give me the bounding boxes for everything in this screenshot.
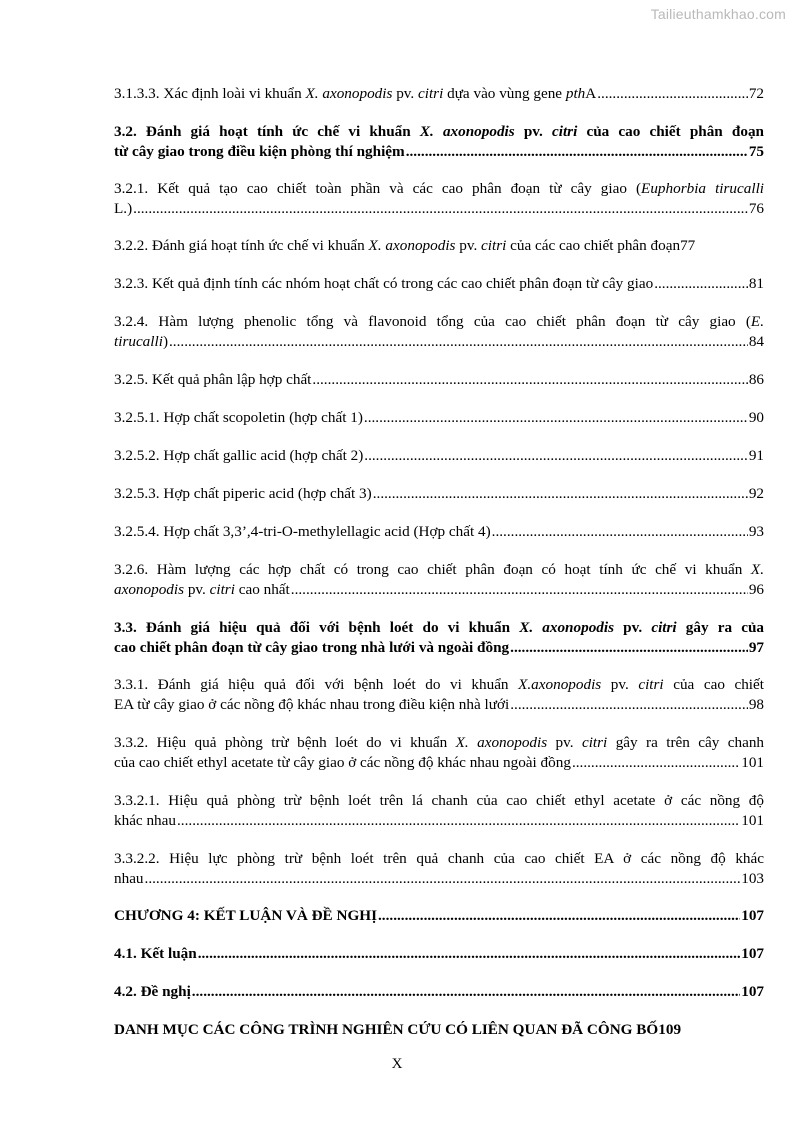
toc-page-number: 107 xyxy=(741,945,764,962)
toc-text: pv. xyxy=(601,676,639,693)
toc-text: 3.3.2.2. Hiệu lực phòng trừ bệnh loét trên quả chanh của cao chiết EA ở các nồng độ khác xyxy=(114,850,764,867)
toc-entry[interactable] xyxy=(114,1020,769,1040)
toc-text: pth xyxy=(565,85,586,102)
toc-text: 3.2.1. Kết quả tạo cao chiết toàn phần và các cao phân đoạn từ cây giao ( xyxy=(114,180,642,197)
leader-dots xyxy=(510,638,748,658)
toc-text: 3.2.2. Đánh giá hoạt tính ức chế vi khuẩn xyxy=(114,237,369,254)
toc-page-number: 86 xyxy=(748,371,764,388)
toc-text: A xyxy=(585,85,597,102)
toc-text: ) xyxy=(162,333,168,350)
toc-entry-line xyxy=(114,618,764,638)
toc-page-number: 91 xyxy=(748,447,764,464)
leader-dots xyxy=(373,484,748,504)
toc-text: của cao chiết xyxy=(663,676,764,693)
toc-entry[interactable] xyxy=(114,408,764,428)
leader-dots xyxy=(654,274,748,294)
toc-entry-line xyxy=(114,142,764,162)
leader-dots xyxy=(169,332,748,352)
toc-entry-line xyxy=(114,446,764,466)
toc-entry-line xyxy=(114,791,764,811)
toc-entry-line xyxy=(114,199,764,219)
toc-page-number: 107 xyxy=(741,983,764,1000)
toc-page-number: 90 xyxy=(748,409,764,426)
toc-entry[interactable] xyxy=(114,484,764,504)
toc-entry-line xyxy=(114,675,764,695)
toc-text: pv. xyxy=(392,85,418,102)
toc-entry[interactable] xyxy=(114,370,764,390)
toc-text: 3.1.3.3. Xác định loài vi khuẩn xyxy=(114,85,306,102)
toc-entry[interactable] xyxy=(114,179,764,219)
toc-text: 3.2.5.1. Hợp chất scopoletin (hợp chất 1) xyxy=(114,409,363,426)
toc-entry-line xyxy=(114,274,764,294)
toc-entry[interactable] xyxy=(114,560,764,600)
toc-entry-line xyxy=(114,811,764,831)
toc-entry[interactable] xyxy=(114,312,764,352)
toc-entry-line xyxy=(114,849,764,869)
toc-text: X. axonopodis xyxy=(519,619,615,636)
toc-page-number: 84 xyxy=(748,333,764,350)
toc-text: X. axonopodis xyxy=(368,237,456,254)
toc-entry[interactable] xyxy=(114,522,764,542)
toc-entry[interactable] xyxy=(114,906,764,926)
toc-page-number: 109 xyxy=(658,1021,682,1038)
toc-text: 4.1. Kết luận xyxy=(114,945,197,962)
toc-entry-line xyxy=(114,695,764,715)
toc-page-number: 107 xyxy=(741,907,764,924)
toc-text: citri xyxy=(638,676,664,693)
toc-entry-line xyxy=(114,122,764,142)
toc-text: dựa vào vùng gene xyxy=(443,85,566,102)
toc-text: pv. xyxy=(184,581,210,598)
toc-entry-line xyxy=(114,312,764,332)
toc-text: Euphorbia tirucalli xyxy=(641,180,764,197)
toc-page-number: 92 xyxy=(748,485,764,502)
toc-text: từ cây giao trong điều kiện phòng thí nghiệm xyxy=(114,143,405,160)
toc-text: của các cao chiết phân đoạn xyxy=(506,237,681,254)
toc-text: của cao chiết phân đoạn xyxy=(577,123,764,140)
toc-text: gây ra của xyxy=(676,619,764,636)
toc-text: cao nhất xyxy=(234,581,290,598)
toc-text: CHƯƠNG 4: KẾT LUẬN VÀ ĐỀ NGHỊ xyxy=(114,907,377,924)
toc-page-number: 96 xyxy=(748,581,764,598)
toc-entry[interactable] xyxy=(114,274,764,294)
toc-page-number: 101 xyxy=(741,812,764,829)
leader-dots xyxy=(572,753,740,773)
toc-text: E. xyxy=(750,313,764,330)
toc-entry[interactable] xyxy=(114,982,764,1002)
toc-entry[interactable] xyxy=(114,84,764,104)
toc-text: citri xyxy=(651,619,677,636)
leader-dots xyxy=(312,370,747,390)
toc-entry[interactable] xyxy=(114,122,764,162)
toc-text: 3.3.1. Đánh giá hiệu quả đối với bệnh loét do vi khuẩn xyxy=(114,676,519,693)
leader-dots xyxy=(364,408,748,428)
toc-text: X.axonopodis xyxy=(518,676,602,693)
leader-dots xyxy=(192,982,740,1002)
toc-page-number: 103 xyxy=(741,870,764,887)
leader-dots xyxy=(145,869,741,889)
leader-dots xyxy=(177,811,740,831)
toc-entry-line xyxy=(114,982,764,1002)
toc-text: 3.3.2.1. Hiệu quả phòng trừ bệnh loét trên lá chanh của cao chiết ethyl acetate ở các nồng độ xyxy=(114,792,764,809)
leader-dots xyxy=(378,906,740,926)
toc-entry-line xyxy=(114,733,764,753)
leader-dots xyxy=(291,580,748,600)
toc-text: 3.2.4. Hàm lượng phenolic tổng và flavonoid tổng của cao chiết phân đoạn từ cây giao ( xyxy=(114,313,751,330)
toc-entry-line xyxy=(114,638,764,658)
toc-entry-line xyxy=(114,522,764,542)
page-number: X xyxy=(391,1056,403,1072)
toc-page-number: 77 xyxy=(680,237,696,254)
toc-text: X. xyxy=(750,561,764,578)
leader-dots xyxy=(364,446,748,466)
toc-text: cao chiết phân đoạn từ cây giao trong nhà lưới và ngoài đồng xyxy=(114,639,510,656)
leader-dots xyxy=(198,944,741,964)
toc-page-number: 98 xyxy=(748,696,764,713)
toc-entry[interactable] xyxy=(114,675,764,715)
toc-entry-line xyxy=(114,944,764,964)
toc-page-number: 93 xyxy=(748,523,764,540)
toc-text: pv. xyxy=(547,734,582,751)
toc-text: pv. xyxy=(455,237,482,254)
toc-entry[interactable] xyxy=(114,733,764,773)
toc-text: 3.2. Đánh giá hoạt tính ức chế vi khuẩn xyxy=(114,123,420,140)
leader-dots xyxy=(406,142,748,162)
toc-entry-line xyxy=(114,1020,769,1040)
toc-text: pv. xyxy=(514,123,552,140)
toc-entry-line xyxy=(114,84,764,104)
toc-text: citri xyxy=(418,85,444,102)
toc-text: citri xyxy=(481,237,507,254)
toc-entry-line xyxy=(114,869,764,889)
toc-text: của cao chiết ethyl acetate từ cây giao ở các nồng độ khác nhau ngoài đồng xyxy=(114,754,571,771)
toc-text: gây ra trên cây chanh xyxy=(607,734,764,751)
toc-entry[interactable] xyxy=(114,791,764,831)
toc-text: pv. xyxy=(614,619,652,636)
toc-text: X. axonopodis xyxy=(419,123,515,140)
toc-entry[interactable] xyxy=(114,849,764,889)
leader-dots xyxy=(492,522,748,542)
toc-entry-line xyxy=(114,236,782,256)
toc-text: khác nhau xyxy=(114,812,176,829)
toc-text: 3.2.5.3. Hợp chất piperic acid (hợp chất 3) xyxy=(114,485,372,502)
toc-text: nhau xyxy=(114,870,144,887)
toc-entry-line xyxy=(114,408,764,428)
toc-entry[interactable] xyxy=(114,944,764,964)
toc-text: L.) xyxy=(114,200,133,217)
toc-text: 4.2. Đề nghị xyxy=(114,983,191,1000)
toc-text: citri xyxy=(551,123,578,140)
toc-text: EA từ cây giao ở các nồng độ khác nhau trong điều kiện nhà lưới xyxy=(114,696,510,713)
toc-entry-line xyxy=(114,580,764,600)
toc-text: citri xyxy=(209,581,235,598)
toc-entry-line xyxy=(114,484,764,504)
leader-dots xyxy=(133,199,748,219)
toc-text: 3.2.5.2. Hợp chất gallic acid (hợp chất 2) xyxy=(114,447,364,464)
toc-text: 3.2.5.4. Hợp chất 3,3’,4-tri-O-methylellagic acid (Hợp chất 4) xyxy=(114,523,491,540)
toc-text: tirucalli xyxy=(114,333,163,350)
toc-text: 3.3.2. Hiệu quả phòng trừ bệnh loét do vi khuẩn xyxy=(114,734,456,751)
toc-text: 3.3. Đánh giá hiệu quả đối với bệnh loét do vi khuẩn xyxy=(114,619,520,636)
toc-text: axonopodis xyxy=(114,581,185,598)
toc-page-number: 76 xyxy=(748,200,764,217)
toc-entry-line xyxy=(114,179,764,199)
toc-entry-line xyxy=(114,370,764,390)
toc-entry[interactable] xyxy=(114,618,764,658)
toc-entry-line xyxy=(114,560,764,580)
toc-entry-line xyxy=(114,753,764,773)
leader-dots xyxy=(510,695,748,715)
toc-text: 3.2.3. Kết quả định tính các nhóm hoạt chất có trong các cao chiết phân đoạn từ cây giao xyxy=(114,275,654,292)
toc-page-number: 101 xyxy=(741,754,764,771)
toc-page-number: 97 xyxy=(748,639,764,656)
toc-entry-line xyxy=(114,906,764,926)
toc-text: X. axonopodis xyxy=(305,85,393,102)
toc-page-number: 72 xyxy=(748,85,764,102)
toc-entry[interactable] xyxy=(114,236,782,256)
toc-text: X. axonopodis xyxy=(455,734,548,751)
toc-text: 3.2.6. Hàm lượng các hợp chất có trong cao chiết phân đoạn có hoạt tính ức chế vi khuẩn xyxy=(114,561,751,578)
toc-entry[interactable] xyxy=(114,446,764,466)
toc-entry-line xyxy=(114,332,764,352)
watermark-text: Tailieuthamkhao.com xyxy=(650,6,786,22)
toc-page-number: 75 xyxy=(748,143,764,160)
toc-page-number: 81 xyxy=(748,275,764,292)
toc-text: 3.2.5. Kết quả phân lập hợp chất xyxy=(114,371,312,388)
toc-text: DANH MỤC CÁC CÔNG TRÌNH NGHIÊN CỨU CÓ LIÊN QUAN ĐÃ CÔNG BỐ xyxy=(114,1021,659,1038)
toc-text: citri xyxy=(581,734,608,751)
leader-dots xyxy=(597,84,748,104)
